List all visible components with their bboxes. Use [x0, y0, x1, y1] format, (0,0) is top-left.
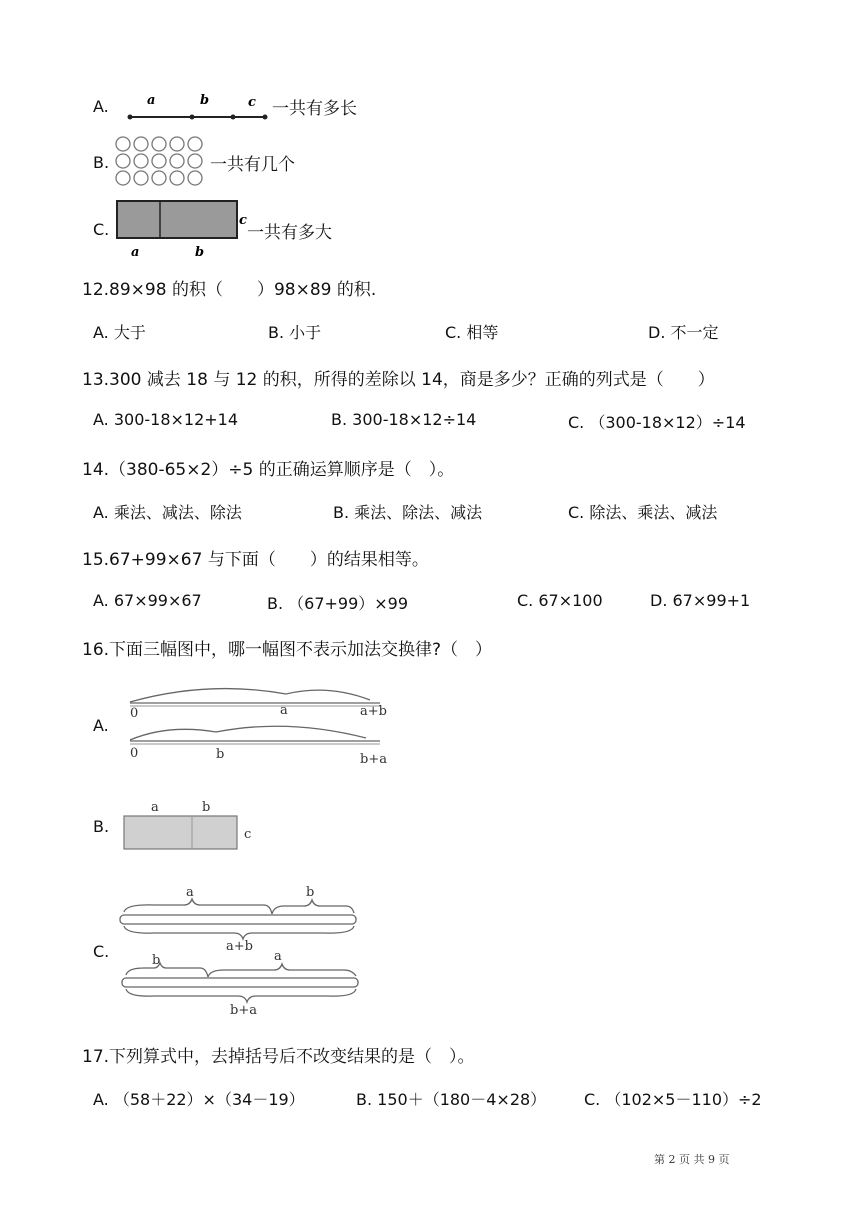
circles-grid-figure — [113, 134, 211, 190]
bar1-label-a: a — [186, 886, 194, 900]
q13-stem: 13.300 减去 18 与 12 的积，所得的差除以 14，商是多少？正确的列式是（ ） — [82, 370, 715, 390]
q12-stem: 12.89×98 的积（ ）98×89 的积. — [82, 280, 377, 300]
q16-stem: 16.下面三幅图中，哪一幅图不表示加法交换律?（ ） — [82, 640, 493, 660]
rect-label-c: c — [244, 827, 252, 842]
area-rectangle-figure — [113, 196, 248, 262]
number-line-label-b: b — [216, 747, 225, 762]
q14-option-a: A. 乘法、减法、除法 — [93, 503, 242, 522]
q17-option-c: C. （102×5－110）÷2 — [584, 1090, 762, 1109]
bar2-label-b: b — [152, 953, 161, 968]
rect-label-b: b — [202, 800, 211, 815]
q16-fig-a-letter: A. — [93, 716, 109, 735]
q12-option-c: C. 相等 — [445, 323, 499, 342]
q12-option-a: A. 大于 — [93, 323, 146, 342]
bar2-label-a: a — [274, 949, 282, 964]
brace-bars-figure — [114, 886, 374, 1020]
segment-label-a: a — [147, 93, 156, 108]
q12-option-b: B. 小于 — [268, 323, 322, 342]
bar1-label-b: b — [306, 886, 315, 900]
q15-stem: 15.67+99×67 与下面（ ）的结果相等。 — [82, 550, 429, 570]
page-number-footer: 第 2 页 共 9 页 — [654, 1153, 730, 1166]
number-lines-figure — [118, 678, 398, 770]
number-line-zero-top: 0 — [130, 706, 139, 721]
q14-option-c: C. 除法、乘法、减法 — [568, 503, 718, 522]
number-line-zero-bottom: 0 — [130, 746, 139, 761]
q11-option-a-text: 一共有多长 — [272, 99, 357, 119]
segment-label-c: c — [248, 95, 256, 110]
q17-stem: 17.下列算式中，去掉括号后不改变结果的是（ ）。 — [82, 1047, 475, 1067]
q15-option-d: D. 67×99+1 — [650, 591, 751, 610]
rect-bottom-label-b: b — [195, 245, 205, 260]
q14-option-b: B. 乘法、除法、减法 — [333, 503, 483, 522]
segment-line-figure — [120, 86, 272, 126]
q14-stem: 14.（380-65×2）÷5 的正确运算顺序是（ ）。 — [82, 460, 455, 480]
q16-fig-b-letter: B. — [93, 817, 110, 836]
number-line-label-b-plus-a: b+a — [360, 752, 387, 767]
q11-option-c-text: 一共有多大 — [247, 223, 332, 243]
number-line-label-a-plus-b: a+b — [360, 704, 387, 719]
q12-option-d: D. 不一定 — [648, 323, 719, 342]
shaded-rectangle-figure — [118, 795, 268, 857]
q11-option-b-text: 一共有几个 — [210, 155, 295, 175]
rect-bottom-label-a: a — [131, 245, 140, 260]
q11-option-b-letter: B. — [93, 153, 110, 172]
q17-option-b: B. 150＋（180－4×28） — [356, 1090, 547, 1109]
q11-option-a-letter: A. — [93, 97, 109, 116]
q15-option-a: A. 67×99×67 — [93, 591, 202, 610]
bar1-label-a-plus-b: a+b — [226, 939, 253, 954]
q16-fig-c-letter: C. — [93, 942, 110, 961]
q13-option-b: B. 300-18×12÷14 — [331, 410, 477, 429]
rect-side-label-c: c — [239, 213, 247, 228]
q17-option-a: A. （58＋22）×（34－19） — [93, 1090, 305, 1109]
segment-label-b: b — [200, 93, 210, 108]
q13-option-c: C. （300-18×12）÷14 — [568, 413, 746, 432]
rect-label-a: a — [151, 800, 159, 815]
number-line-label-a: a — [280, 703, 288, 718]
q11-option-c-letter: C. — [93, 220, 110, 239]
q15-option-b: B. （67+99）×99 — [267, 594, 409, 613]
q13-option-a: A. 300-18×12+14 — [93, 410, 239, 429]
bar2-label-b-plus-a: b+a — [230, 1003, 257, 1018]
q15-option-c: C. 67×100 — [517, 591, 603, 610]
